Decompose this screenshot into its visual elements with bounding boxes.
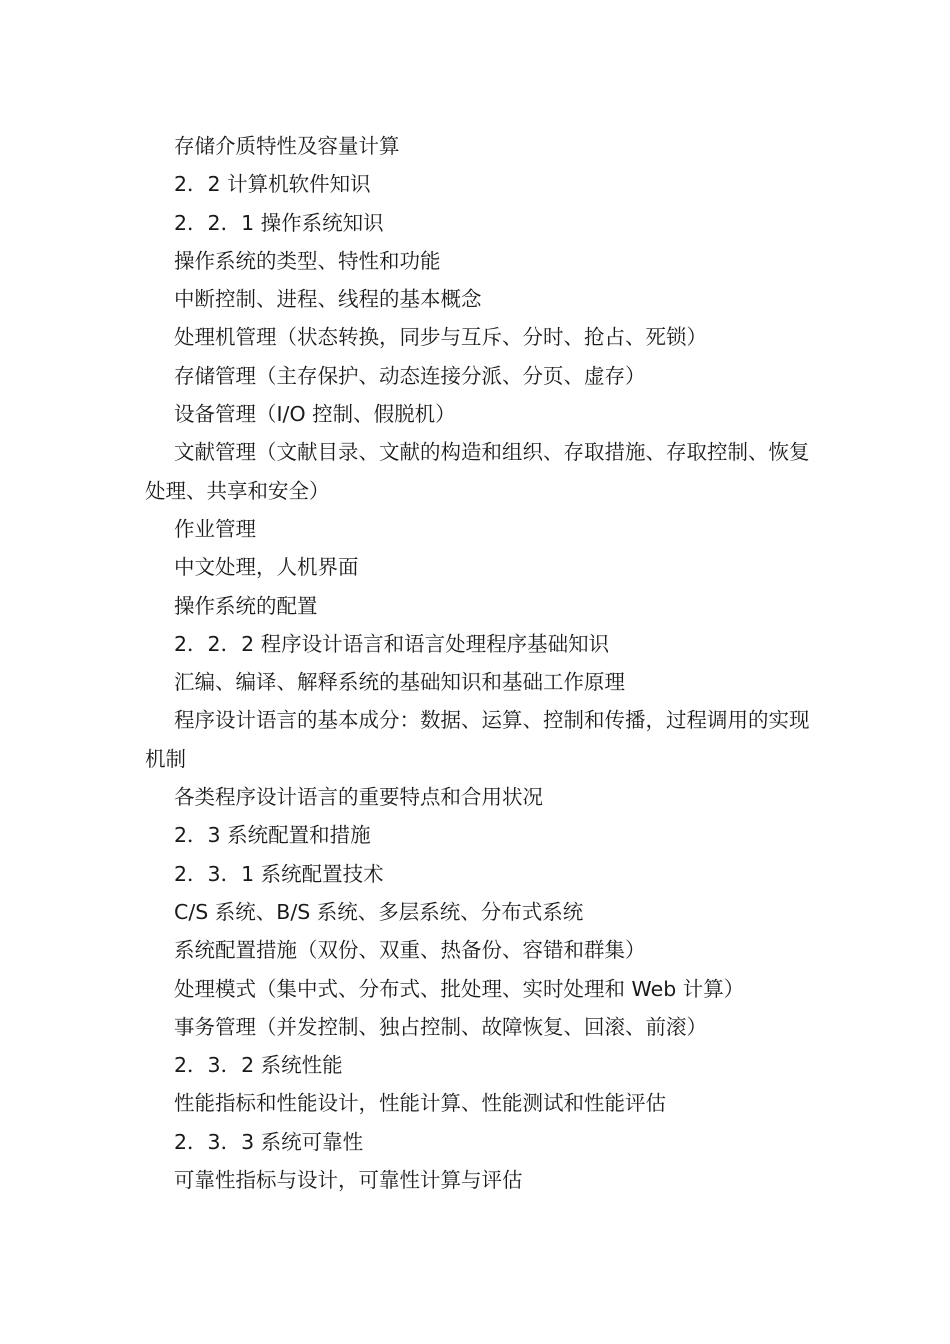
paragraph-interrupt-process: 中断控制、进程、线程的基本概念	[174, 287, 482, 312]
heading-2-2-2-programming: 2．2．2 程序设计语言和语言处理程序基础知识	[174, 631, 610, 656]
paragraph-processor-management: 处理机管理（状态转换，同步与互斥、分时、抢占、死锁）	[174, 325, 707, 350]
heading-2-3-1-config-tech: 2．3．1 系统配置技术	[174, 861, 384, 886]
paragraph-cs-bs-systems: C/S 系统、B/S 系统、多层系统、分布式系统	[174, 899, 584, 924]
paragraph-performance-metrics: 性能指标和性能设计，性能计算、性能测试和性能评估	[174, 1091, 666, 1116]
paragraph-chinese-processing: 中文处理，人机界面	[174, 555, 359, 580]
paragraph-storage-management: 存储管理（主存保护、动态连接分派、分页、虚存）	[174, 363, 646, 388]
paragraph-reliability-metrics: 可靠性指标与设计，可靠性计算与评估	[174, 1168, 523, 1193]
paragraph-config-methods: 系统配置措施（双份、双重、热备份、容错和群集）	[174, 938, 646, 963]
paragraph-language-features: 各类程序设计语言的重要特点和合用状况	[174, 785, 543, 810]
heading-2-2-1-os: 2．2．1 操作系统知识	[174, 210, 384, 235]
paragraph-job-management: 作业管理	[174, 516, 256, 541]
heading-2-3-3-reliability: 2．3．3 系统可靠性	[174, 1129, 364, 1154]
heading-2-2-software: 2．2 计算机软件知识	[174, 172, 371, 197]
paragraph-file-management: 文献管理（文献目录、文献的构造和组织、存取措施、存取控制、恢复处理、共享和安全）	[145, 440, 810, 503]
heading-2-3-system-config: 2．3 系统配置和措施	[174, 823, 371, 848]
paragraph-os-config: 操作系统的配置	[174, 593, 318, 618]
paragraph-os-types: 操作系统的类型、特性和功能	[174, 248, 441, 273]
paragraph-language-components: 程序设计语言的基本成分：数据、运算、控制和传播，过程调用的实现机制	[145, 708, 810, 771]
paragraph-assembler-compiler: 汇编、编译、解释系统的基础知识和基础工作原理	[174, 670, 625, 695]
paragraph-transaction-management: 事务管理（并发控制、独占控制、故障恢复、回滚、前滚）	[174, 1014, 707, 1039]
heading-2-3-2-performance: 2．3．2 系统性能	[174, 1053, 343, 1078]
paragraph-storage-media: 存储介质特性及容量计算	[174, 134, 400, 158]
document-body	[145, 127, 825, 1199]
paragraph-processing-modes: 处理模式（集中式、分布式、批处理、实时处理和 Web 计算）	[174, 976, 745, 1001]
paragraph-device-management: 设备管理（I/O 控制、假脱机）	[174, 402, 456, 427]
